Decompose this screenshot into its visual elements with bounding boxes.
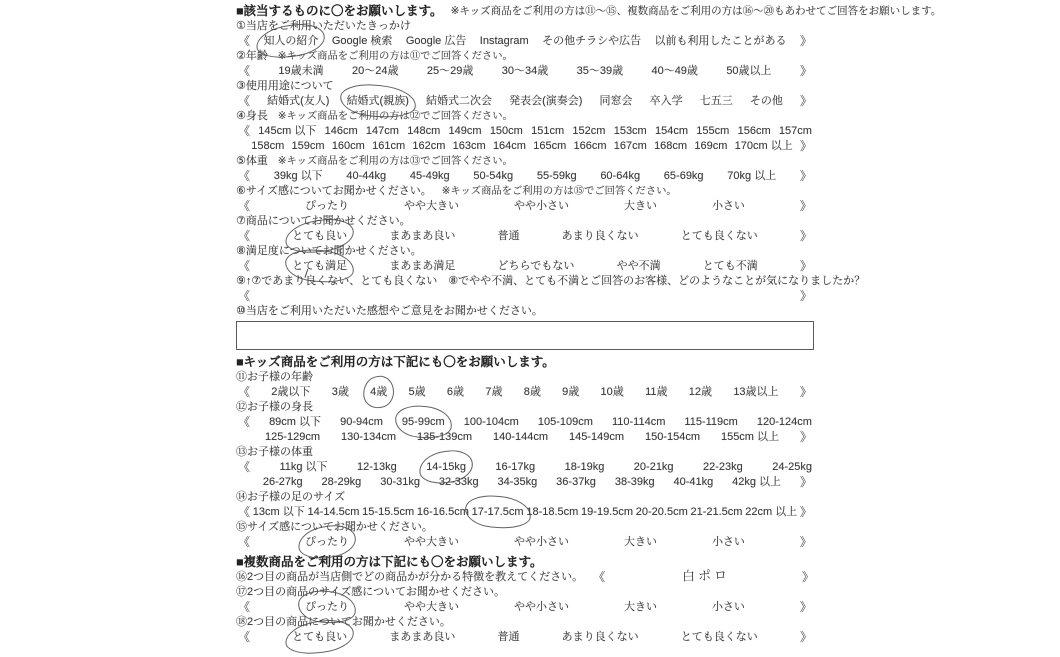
option-row [236,124,814,139]
option: 20-20.5cm [635,506,688,518]
section-title: ■該当するものに〇をお願いします。 [236,3,443,18]
option: 大きい [623,601,657,613]
close-bracket: 》 [799,259,812,273]
option: Instagram [479,35,529,47]
option: どちらでもない [497,260,575,272]
open-bracket: 《 [238,630,251,644]
option-row [236,430,814,445]
option: 30-31kg [380,476,420,488]
option: 小さい [711,536,745,548]
question-block [236,19,814,49]
option: 153cm [613,125,647,137]
option: 16-17kg [495,461,536,473]
option: 卒入学 [649,95,683,107]
close-bracket: 》 [799,64,812,78]
question-label-row [236,214,814,229]
option: 8歳 [523,386,541,398]
option-circled: ぴったり [305,600,349,615]
option-circled: とても良い [292,630,347,645]
option: Google 広告 [405,35,467,47]
option: 大きい [623,200,657,212]
close-bracket: 》 [799,229,812,243]
option: 45-49kg [409,170,450,182]
question-label-row [236,520,814,535]
open-bracket: 《 [238,259,251,273]
open-bracket: 《 [238,229,251,243]
option-circled: 結婚式(親族) [347,94,409,109]
option: その他チラシや広告 [542,35,642,47]
question-label: ②年齢 [236,50,268,62]
question-label: ③使用用途について [236,80,334,92]
question-label: ⑦商品についてお聞かせください。 [236,215,411,227]
open-bracket: 《 [238,124,251,138]
close-bracket: 》 [799,139,812,153]
option: 50歳以上 [726,65,772,77]
option: 34-35kg [497,476,538,488]
option: あまり良くない [561,230,639,242]
option: 65-69kg [663,170,704,182]
close-bracket: 》 [799,199,812,213]
option-row [236,385,814,400]
question-label: ⑧満足度についてお聞かせください。 [236,245,422,257]
option: 普通 [497,631,520,643]
option: 11歳 [645,386,668,398]
question-block [236,400,814,445]
open-bracket: 《 [238,289,251,303]
option-row [236,535,814,550]
option: 148cm [407,125,441,137]
section-header [236,354,814,370]
option: 125-129cm [264,431,320,443]
option: 9歳 [562,386,580,398]
question-label: ⑨↑⑦であまり良くない、とても良くない ⑧でやや不満、とても不満とご回答のお客様、どのようなことが気になりましたか？ [236,275,866,287]
option-row [236,199,814,214]
option: 26-27kg [262,476,303,488]
option: 150-154cm [644,431,700,443]
option: やや不満 [616,260,661,272]
option: やや小さい [513,200,569,212]
close-bracket: 》 [799,600,812,614]
option: 110-114cm [611,416,666,428]
option: 166cm [573,140,607,152]
option: 38-39kg [614,476,655,488]
option: まあまあ満足 [389,260,456,272]
option-row [236,460,814,475]
question-block [236,109,814,154]
option: やや大きい [403,200,459,212]
option: 40-41kg [673,476,714,488]
option: 32-33kg [438,476,479,488]
section-title: ■複数商品をご利用の方は下記にも〇をお願いします。 [236,554,543,569]
option: 90-94cm [340,416,383,428]
question-label-row [236,304,814,319]
option-circled: 4歳 [370,385,387,400]
question-note: ※キッズ商品をご利用の方は⑬でご回答ください。 [277,156,513,167]
open-bracket: 《 [238,600,251,614]
section-note: ※キッズ商品をご利用の方は⑪～⑮、複数商品をご利用の方は⑯～⑳もあわせてご回答をお願いします。 [450,4,942,17]
option: 140-144cm [492,431,548,443]
question-block [236,567,814,585]
answer-row [236,289,814,304]
close-bracket: 》 [799,475,812,489]
option: 159cm [291,140,325,152]
option: 小さい [711,601,745,613]
option-row [236,630,814,645]
question-label: ⑩当店をご利用いただいた感想やご意見をお聞かせください。 [236,305,543,317]
question-label: ④身長 [236,110,268,122]
question-note: ※キッズ商品をご利用の方は⑮でご回答ください。 [441,186,677,197]
open-bracket: 《 [593,570,606,584]
option: 154cm [655,125,689,137]
option: 同窓会 [599,95,633,107]
question-block [236,154,814,184]
question-label: ⑤体重 [236,155,268,167]
question-label-row [236,244,814,259]
option-row [236,415,814,430]
question-label: ⑰2つ目の商品のサイズ感についてお聞かせください。 [236,586,506,598]
option: 163cm [452,140,486,152]
option: 115-119cm [684,416,738,428]
question-block [236,274,866,304]
open-bracket: 《 [238,535,251,549]
question-block [236,445,814,490]
question-label: ⑪お子様の年齢 [236,371,313,383]
close-bracket: 》 [799,505,812,519]
option: 21-21.5cm [690,506,743,518]
option: 7歳 [485,386,503,398]
open-bracket: 《 [238,169,251,183]
handwritten-answer: 白ポロ [682,567,731,584]
option-circled: 17-17.5cm [472,505,524,520]
section-header [236,3,942,19]
option: やや小さい [513,536,569,548]
open-bracket: 《 [238,505,251,519]
question-label: ⑭お子様の足のサイズ [236,491,346,503]
option: とても良くない [680,631,758,643]
option: 151cm [531,125,565,137]
close-bracket: 》 [799,94,812,108]
option: 11kg 以下 [279,461,328,473]
option-row [236,600,814,615]
option: 30～34歳 [501,65,549,77]
option: 結婚式二次会 [426,95,492,107]
close-bracket: 》 [799,630,812,644]
question-label-row [236,49,814,64]
option: 10歳 [600,386,624,398]
option-row [236,505,814,520]
question-note: ※キッズ商品をご利用の方は⑪でご回答ください。 [277,51,513,62]
option: 19歳未満 [278,65,324,77]
question-block [236,585,814,615]
option: 161cm [372,140,406,152]
option: 120-124cm [756,416,812,428]
option: 152cm [572,125,606,137]
question-label-row [236,19,814,34]
question-label: ⑮サイズ感についてお聞かせください。 [236,521,433,533]
option: 3歳 [331,386,349,398]
option: 158cm [251,140,285,152]
question-label-row [236,567,814,585]
option-row [236,475,814,490]
option: その他 [749,95,783,107]
question-label-row [236,109,814,124]
answer-area [615,567,792,585]
option: 15-15.5cm [362,506,415,518]
option: 89cm 以下 [269,416,322,428]
option: 16-16.5cm [416,506,469,518]
open-bracket: 《 [238,385,251,399]
question-label-row [236,585,814,600]
option: 40-44kg [346,170,387,182]
option: 50-54kg [473,170,514,182]
option: 135-139cm [416,431,472,443]
option: 55-59kg [536,170,577,182]
option-circled: 14-15kg [426,460,466,475]
option: 22-23kg [703,461,743,473]
comment-box [236,321,814,350]
option: 160cm [331,140,365,152]
option: 35～39歳 [576,65,624,77]
option: 145cm 以下 [258,125,317,137]
option: 145-149cm [568,431,624,443]
option: ぴったり [305,200,349,212]
question-block [236,184,814,214]
question-block [236,49,814,79]
option: とても良くない [680,230,758,242]
option-row [236,34,814,49]
close-bracket: 》 [799,34,812,48]
option: 14-14.5cm [307,506,360,518]
question-label: ⑯2つ目の商品が当店側でどの商品かが分かる特徴を教えてください。 [236,571,584,583]
question-block [236,304,814,350]
option: 大きい [623,536,657,548]
option: 168cm [654,140,688,152]
section-title: ■キッズ商品をご利用の方は下記にも〇をお願いします。 [236,354,555,369]
option: 70kg 以上 [727,170,777,182]
option: 28-29kg [321,476,362,488]
option: 155cm 以上 [720,431,780,443]
option: 以前も利用したことがある [654,35,787,47]
option-circled: ぴったり [305,535,349,550]
open-bracket: 《 [238,64,251,78]
option: やや小さい [513,601,569,613]
option: Google 検索 [331,35,393,47]
option: やや大きい [403,536,459,548]
option: 小さい [711,200,745,212]
option: 19-19.5cm [581,506,634,518]
option: 18-19kg [564,461,605,473]
option: 22cm 以上 [745,506,798,518]
question-label-row [236,400,814,415]
option-circled: 95-99cm [402,415,445,430]
option: 155cm [696,125,730,137]
question-block [236,615,814,645]
option: 40～49歳 [651,65,698,77]
option: 150cm [489,125,523,137]
option: 130-134cm [340,431,396,443]
option-row [236,229,814,244]
open-bracket: 《 [238,460,251,474]
close-bracket: 》 [799,535,812,549]
question-label: ⑫お子様の身長 [236,401,313,413]
question-label: ⑱2つ目の商品についてお聞かせください。 [236,616,451,628]
option: 165cm [533,140,567,152]
option: 6歳 [446,386,465,398]
option: 157cm [778,125,812,137]
option: 164cm [492,140,526,152]
option: 5歳 [408,386,426,398]
question-label: ①当店をご利用いただいたきっかけ [236,20,411,32]
option: 13歳以上 [733,386,779,398]
close-bracket: 》 [799,169,812,183]
question-block [236,520,814,550]
option: 42kg 以上 [732,476,782,488]
question-label-row [236,490,814,505]
question-label-row [236,79,814,94]
option: 147cm [365,125,399,137]
question-block [236,490,814,520]
option: 七五三 [699,95,733,107]
question-label-row [236,615,814,630]
close-bracket: 》 [799,385,812,399]
question-block [236,214,814,244]
option-circled: 知人の紹介 [263,34,318,49]
close-bracket: 》 [799,430,812,444]
option: まあまあ良い [389,631,456,643]
option-circled: とても良い [292,229,347,244]
option: 156cm [737,125,771,137]
option: 13cm 以下 [252,506,305,518]
option: 36-37kg [556,476,596,488]
open-bracket: 《 [238,34,251,48]
option: 105-109cm [537,416,593,428]
open-bracket: 《 [238,199,251,213]
option: 24-25kg [772,461,812,473]
option: 60-64kg [600,170,641,182]
option: 20～24歳 [352,65,399,77]
question-label: ⑥サイズ感についてお聞かせください。 [236,185,432,197]
option: 39kg 以下 [273,170,323,182]
option: とても不満 [702,260,758,272]
survey-page [236,3,942,645]
option-circled: とても満足 [292,259,347,274]
option: 発表会(演奏会) [509,95,583,107]
option: 普通 [497,230,520,242]
open-bracket: 《 [238,415,251,429]
question-label-row [236,445,814,460]
option-row [236,64,814,79]
open-bracket: 《 [238,94,251,108]
option: 167cm [613,140,647,152]
option: 100-104cm [463,416,519,428]
option: 12-13kg [356,461,397,473]
close-bracket: 》 [801,570,814,584]
option: あまり良くない [561,631,639,643]
option: 162cm [412,140,446,152]
question-block [236,244,814,274]
option: 12歳 [688,386,713,398]
question-block [236,370,814,400]
option: 149cm [448,125,482,137]
question-label-row [236,154,814,169]
option: 20-21kg [633,461,674,473]
option: 2歳以下 [271,386,311,398]
option: 結婚式(友人) [267,95,330,107]
option: 146cm [324,125,358,137]
option: やや大きい [403,601,459,613]
question-label: ⑬お子様の体重 [236,446,313,458]
question-note: ※キッズ商品をご利用の方は⑫でご回答ください。 [277,111,513,122]
option-row [236,259,814,274]
option: 169cm [694,140,728,152]
question-label-row [236,184,814,199]
option-row [236,169,814,184]
option-row [236,94,814,109]
question-label-row [236,370,814,385]
option: 170cm 以上 [734,140,793,152]
option-row [236,139,814,154]
question-block [236,79,814,109]
option: まあまあ良い [389,230,456,242]
option: 25～29歳 [426,65,474,77]
close-bracket: 》 [799,289,812,303]
option: 18-18.5cm [526,506,579,518]
question-label-row [236,274,866,289]
